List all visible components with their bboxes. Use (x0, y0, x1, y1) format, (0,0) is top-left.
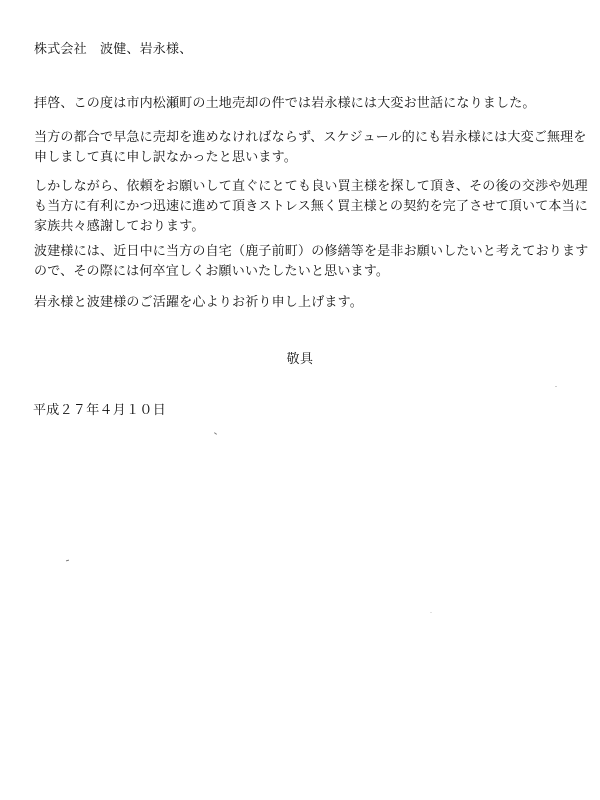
scan-speck (555, 386, 557, 387)
paragraph-2-line-1: 当方の都合で早急に売却を進めなければならず、スケジュール的にも岩永様には大変ご無理を (34, 130, 587, 145)
addressee: 株式会社 波健、岩永様、 (34, 42, 193, 57)
paragraph-5-line-1: 岩永様と波建様のご活躍を心よりお祈り申し上げます。 (34, 295, 363, 310)
paragraph-3-line-1: しかしながら、依頼をお願いして直ぐにとても良い買主様を探して頂き、その後の交渉や処理 (34, 179, 588, 194)
paragraph-2-line-2: 申しまして真に申し訳なかったと思います。 (34, 150, 297, 165)
paragraph-3-line-3: 家族共々感謝しております。 (34, 219, 205, 234)
letter-date: 平成２７年４月１０日 (33, 403, 167, 418)
paragraph-3-line-2: も当方に有利にかつ迅速に進めて頂きストレス無く買主様との契約を完了させて頂いて本当に (34, 199, 589, 214)
closing-phrase: 敬具 (286, 352, 314, 367)
paragraph-4-line-2: ので、その際には何卒宜しくお願いいたしたいと思います。 (34, 264, 390, 279)
paragraph-1-line-1: 拝啓、この度は市内松瀬町の土地売却の件では岩永様には大変お世話になりました。 (34, 96, 536, 111)
scan-speck (66, 560, 69, 562)
scan-speck (430, 612, 432, 613)
scan-speck (214, 432, 217, 435)
paragraph-4-line-1: 波建様には、近日中に当方の自宅（鹿子前町）の修繕等を是非お願いしたいと考えております (34, 244, 589, 259)
